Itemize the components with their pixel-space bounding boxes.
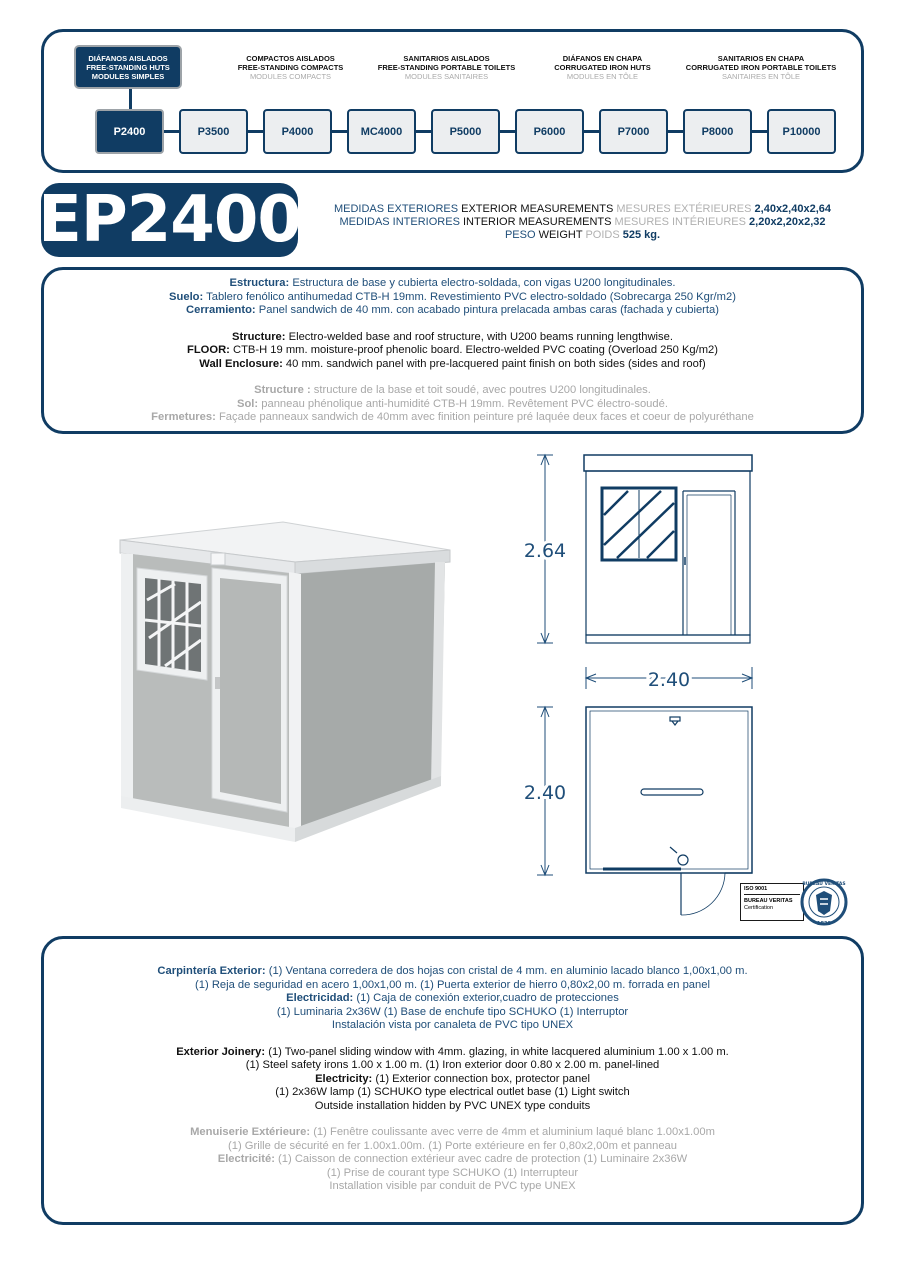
label-en: WEIGHT: [538, 229, 583, 241]
model-button-p4000[interactable]: P4000: [263, 109, 332, 154]
technical-drawing: [515, 445, 765, 930]
height-dimension: 2.64: [523, 540, 567, 562]
category-corrugated-iron-toilets[interactable]: [681, 54, 841, 81]
weight: [305, 229, 860, 242]
equip-line: [44, 1180, 861, 1194]
equip-text: (1) 2x36W lamp (1) SCHUKO type electrical outlet base (1) Light switch: [275, 1086, 630, 1098]
width-dimension: 2.40: [647, 669, 691, 691]
equip-text: (1) Caja de conexión exterior,cuadro de protecciones: [353, 992, 619, 1004]
spec-label: FLOOR:: [187, 344, 230, 356]
product-photo: [115, 520, 460, 860]
spec-block-en: [44, 331, 861, 372]
category-label-es: SANITARIOS AISLADOS: [403, 54, 490, 63]
model-button-p2400[interactable]: P2400: [95, 109, 164, 154]
equip-label: Carpintería Exterior:: [157, 965, 266, 977]
spec-label: Fermetures:: [151, 411, 216, 423]
certification-logo: [740, 877, 852, 927]
label-fr: MESURES INTÉRIEURES: [614, 216, 746, 228]
equip-text: Installation visible par conduit de PVC type UNEX: [329, 1180, 576, 1192]
spec-line: [44, 411, 861, 425]
connector-line: [582, 130, 600, 133]
spec-label: Suelo:: [169, 290, 204, 303]
equip-text: (1) Reja de seguridad en acero 1,00x1,00 m. (1) Puerta exterior de hierro 0,80x2,00 m. forrada en panel: [195, 978, 710, 991]
spec-label: Sol:: [237, 397, 259, 410]
equip-line: [44, 1140, 861, 1154]
connector-line: [750, 130, 768, 133]
equip-label: Electricité:: [217, 1153, 275, 1165]
model-button-p10000[interactable]: P10000: [767, 109, 836, 154]
equip-block-en: [44, 1046, 861, 1114]
spec-block-fr: [44, 384, 861, 425]
spec-label: Cerramiento:: [186, 304, 256, 316]
category-label-es: COMPACTOS AISLADOS: [246, 54, 335, 63]
category-label-es: SANITARIOS EN CHAPA: [717, 54, 805, 63]
measurements: [305, 203, 860, 242]
category-label-en: CORRUGATED IRON HUTS: [554, 63, 651, 72]
spec-text: Panel sandwich de 40 mm. con acabado pintura prelacada ambas caras (fachada y cubierta): [255, 304, 719, 316]
equip-text: (1) Steel safety irons 1.00 x 1.00 m. (1) Iron exterior door 0.80 x 2.00 m. panel-lined: [245, 1059, 660, 1071]
spec-line: [44, 358, 861, 372]
equip-label: Electricity:: [315, 1072, 373, 1085]
label-es: PESO: [504, 229, 536, 241]
category-label-fr: MODULES SANITAIRES: [404, 72, 489, 81]
spec-line: [44, 384, 861, 398]
connector-line: [129, 89, 132, 109]
spec-line: [44, 291, 861, 305]
model-button-p3500[interactable]: P3500: [179, 109, 248, 154]
model-button-p6000[interactable]: P6000: [515, 109, 584, 154]
product-title: EP2400: [38, 183, 301, 257]
model-button-mc4000[interactable]: MC4000: [347, 109, 416, 154]
equip-line: [44, 1073, 861, 1087]
seal-year: 1828: [817, 921, 831, 927]
equip-line: [44, 992, 861, 1006]
equip-line: [44, 965, 861, 979]
category-label-es: DIÁFANOS EN CHAPA: [562, 54, 643, 63]
spec-block-es: [44, 277, 861, 318]
equip-text: (1) Fenêtre coulissante avec verre de 4mm et aluminium laqué blanc 1.00x1.00m: [310, 1126, 715, 1138]
spec-label: Structure:: [232, 330, 286, 343]
equipment-specs: [41, 936, 864, 1225]
equip-line: [44, 1086, 861, 1100]
label-fr: POIDS: [585, 229, 620, 241]
model-button-p5000[interactable]: P5000: [431, 109, 500, 154]
equip-line: [44, 1153, 861, 1167]
equip-text: (1) Exterior connection box, protector panel: [372, 1072, 590, 1085]
equip-text: Instalación vista por canaleta de PVC tipo UNEX: [331, 1019, 574, 1031]
spec-line: [44, 277, 861, 291]
equip-text: (1) Ventana corredera de dos hojas con cristal de 4 mm. en aluminio lacado blanco 1,00x1,00 m.: [265, 965, 748, 977]
spec-text: CTB-H 19 mm. moisture-proof phenolic board. Electro-welded PVC coating (Overload 250 Kg/m2): [229, 344, 718, 356]
spec-label: Estructura:: [229, 277, 290, 289]
connector-line: [162, 130, 180, 133]
equip-block-fr: [44, 1126, 861, 1194]
spec-line: [44, 331, 861, 345]
connector-line: [498, 130, 516, 133]
equip-text: (1) Grille de sécurité en fer 1.00x1.00m. (1) Porte extérieure en fer 0,80x2,00m et panneau: [228, 1139, 677, 1152]
seal-ring-text: BUREAU VERITAS: [802, 882, 846, 887]
iso-label-box: [740, 883, 804, 921]
category-label-en: FREE-STANDING PORTABLE TOILETS: [377, 63, 516, 72]
category-label-fr: MODULES SIMPLES: [91, 71, 165, 81]
label-en: INTERIOR MEASUREMENTS: [462, 216, 612, 228]
connector-line: [666, 130, 684, 133]
category-label-fr: MODULES EN TÔLE: [566, 72, 639, 81]
depth-dimension: 2.40: [523, 782, 567, 804]
equip-text: (1) Prise de courant type SCHUKO (1) Interrupteur: [326, 1166, 579, 1179]
interior-measurements: [305, 216, 860, 229]
product-range-nav: [41, 29, 864, 173]
exterior-value: 2,40x2,40x2,64: [754, 203, 831, 215]
category-free-standing-toilets[interactable]: [374, 54, 519, 81]
label-es: MEDIDAS EXTERIORES: [333, 203, 459, 215]
spec-line: [44, 304, 861, 318]
spec-text: Electro-welded base and roof structure, with U200 beams running lengthwise.: [285, 330, 673, 343]
equip-label: Menuiserie Extérieure:: [190, 1126, 311, 1138]
equip-line: [44, 1167, 861, 1181]
interior-value: 2,20x2,20x2,32: [749, 216, 826, 228]
equip-label: Electricidad:: [286, 992, 354, 1004]
model-button-p8000[interactable]: P8000: [683, 109, 752, 154]
exterior-measurements: [305, 203, 860, 216]
equip-line: [44, 1046, 861, 1060]
category-free-standing-compacts[interactable]: [218, 54, 363, 81]
spec-line: [44, 344, 861, 358]
equip-line: [44, 1126, 861, 1140]
cert-name: BUREAU VERITAS: [744, 898, 793, 904]
equip-line: [44, 1100, 861, 1114]
model-button-p7000[interactable]: P7000: [599, 109, 668, 154]
spec-text: panneau phénolique anti-humidité CTB-H 19mm. Revêtement PVC électro-soudé.: [258, 397, 668, 410]
weight-value: 525 kg.: [622, 229, 661, 241]
equip-block-es: [44, 965, 861, 1033]
label-en: EXTERIOR MEASUREMENTS: [461, 203, 614, 215]
category-label-es: DIÁFANOS AISLADOS: [88, 53, 168, 63]
spec-text: Estructura de base y cubierta electro-soldada, con vigas U200 longitudinales.: [289, 277, 676, 289]
equip-line: [44, 1059, 861, 1073]
equip-label: Exterior Joinery:: [176, 1045, 266, 1058]
equip-line: [44, 1019, 861, 1033]
equip-text: (1) Two-panel sliding window with 4mm. glazing, in white lacquered aluminium 1.00 x 1.00 m.: [265, 1045, 729, 1058]
bureau-veritas-seal-icon: [798, 877, 852, 927]
equip-line: [44, 1006, 861, 1020]
structure-specs: [41, 267, 864, 434]
connector-line: [246, 130, 264, 133]
equip-text: (1) Caisson de connection extérieur avec cadre de protection (1) Luminaire 2x36W: [274, 1153, 688, 1165]
cert-sub: Certification: [744, 905, 774, 911]
connector-line: [414, 130, 432, 133]
iso-text: ISO 9001: [744, 886, 768, 892]
category-corrugated-iron-huts[interactable]: [530, 54, 675, 81]
label-fr: MESURES EXTÉRIEURES: [616, 203, 752, 215]
category-label-en: CORRUGATED IRON PORTABLE TOILETS: [685, 63, 837, 72]
equip-text: (1) Luminaria 2x36W (1) Base de enchufe tipo SCHUKO (1) Interruptor: [276, 1005, 629, 1018]
spec-text: structure de la base et toit soudé, avec poutres U200 longitudinales.: [310, 384, 651, 396]
spec-line: [44, 398, 861, 412]
category-label-fr: MODULES COMPACTS: [249, 72, 332, 81]
label-es: MEDIDAS INTERIORES: [339, 216, 460, 228]
equip-line: [44, 979, 861, 993]
category-free-standing-huts[interactable]: [74, 45, 182, 89]
spec-label: Structure :: [254, 384, 311, 396]
spec-text: Tablero fenólico antihumedad CTB-H 19mm. Revestimiento PVC electro-soldado (Sobrecarga 250 Kgr/m2): [203, 290, 736, 303]
equip-text: Outside installation hidden by PVC UNEX type conduits: [314, 1099, 591, 1112]
connector-line: [330, 130, 348, 133]
spec-text: Façade panneaux sandwich de 40mm avec finition peinture pré laquée deux faces et coeur de polyuréthane: [215, 411, 754, 423]
spec-text: 40 mm. sandwich panel with pre-lacquered paint finish on both sides (sides and roof): [282, 357, 706, 370]
category-label-en: FREE-STANDING HUTS: [86, 62, 170, 72]
category-label-en: FREE-STANDING COMPACTS: [237, 63, 344, 72]
category-label-fr: SANITAIRES EN TÔLE: [721, 72, 801, 81]
spec-label: Wall Enclosure:: [199, 357, 283, 370]
